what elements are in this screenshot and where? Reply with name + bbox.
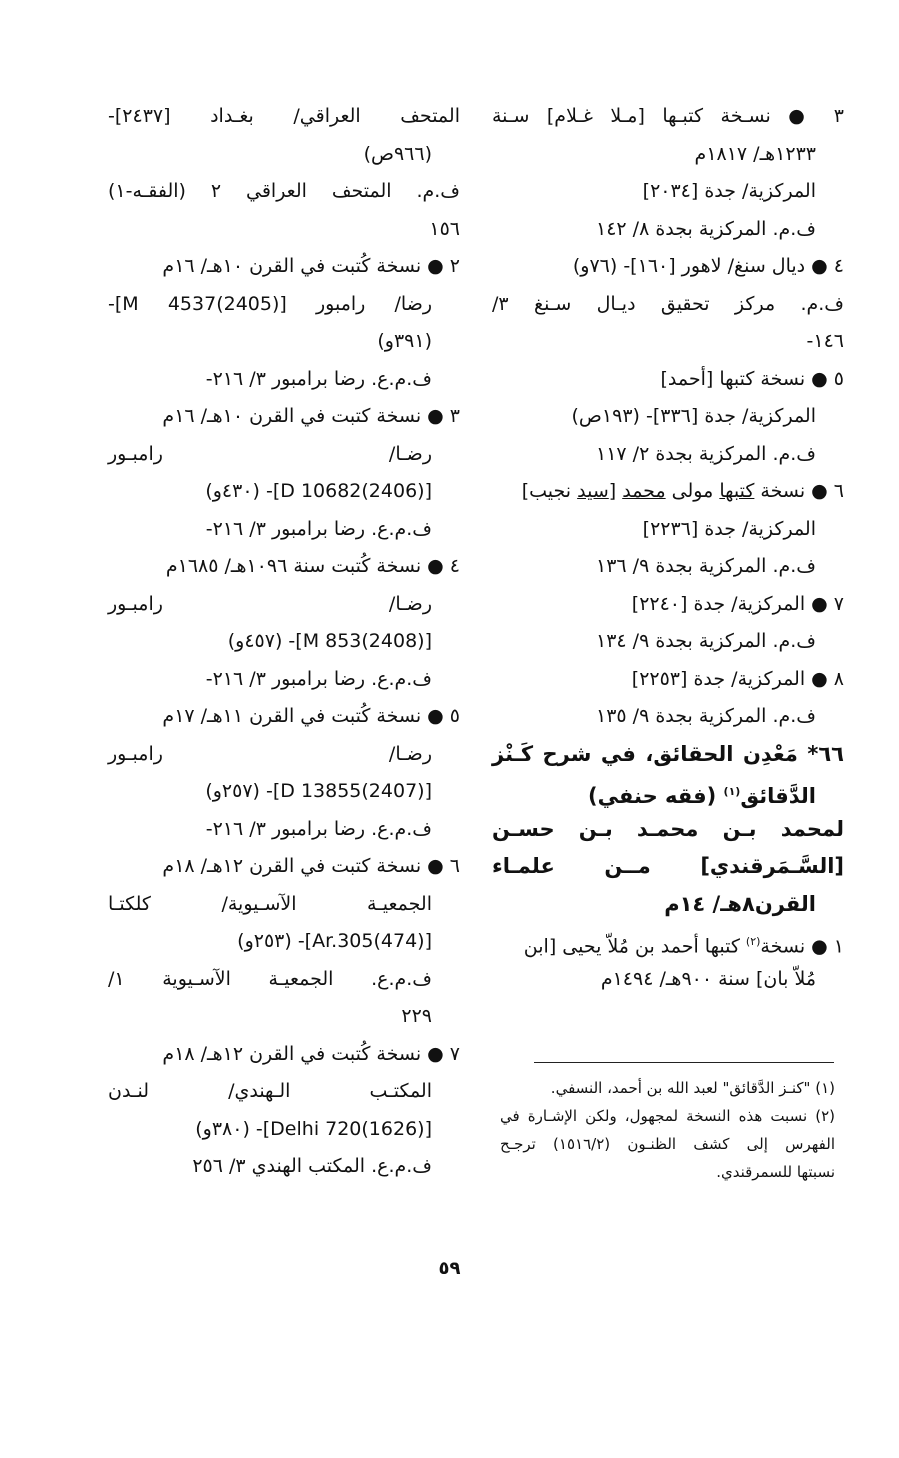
entry-reference-line: ف.م.ع. رضا برامبور ٣/ ٢١٦- <box>205 517 432 540</box>
entry-location-line: رضـا/ رامبـور <box>108 742 432 765</box>
entry-location-line: المركزية/ جدة [٢٠٣٤] <box>642 180 816 202</box>
entry-shelfmark-line: [D 10682(2406)]- (٤٣٠و) <box>205 480 432 502</box>
left-column <box>108 98 460 1186</box>
entry-date-line: مُلاّ بان] سنة ٩٠٠هـ/ ١٤٩٤م <box>600 967 816 990</box>
section-heading-continued: الدَّقائق$^{(١)}$ (فقه حنفي) <box>588 784 816 808</box>
entry-7-line: ٧ ● المركزية/ جدة [٢٢٤٠] <box>631 592 844 615</box>
entry-reference-line: ف.م. المركزية بجدة ٨/ ١٤٢ <box>596 217 816 240</box>
entry-6-line: ٦ ● نسخة كتبت في القرن ١٢هـ/ ١٨م <box>162 855 460 877</box>
entry-reference-line: ف.م.ع. رضا برامبور ٣/ ٢١٦- <box>205 367 432 390</box>
entry-reference-line: ف.م.ع. المكتب الهندي ٣/ ٢٥٦ <box>192 1155 432 1177</box>
entry-reference-line: ف.م.ع. رضا برامبور ٣/ ٢١٦- <box>205 667 432 690</box>
entry-date-line: ١٢٣٣هـ/ ١٨١٧م <box>694 142 816 165</box>
entry-3-line: ٣ ● نسخة كتبت في القرن ١٠هـ/ ١٦م <box>162 405 460 427</box>
entry-shelfmark-line: [M 853(2408)]- (٤٥٧و) <box>227 630 432 652</box>
entry-8-line: ٨ ● المركزية/ جدة [٢٢٥٣] <box>631 667 844 690</box>
footnotes <box>500 1074 835 1186</box>
entry-shelfmark-line: [Delhi 720(1626)]- (٣٨٠و) <box>195 1117 432 1140</box>
entry-reference-line: ف.م. المركزية بجدة ٢/ ١١٧ <box>596 442 816 465</box>
entry-1-line: ١ ● نسخة$^{(٢)}$ كتبها أحمد بن مُلاّ يحيى [ابن <box>523 935 844 958</box>
footnote-marker: (١) <box>723 785 741 798</box>
footnote-2-continued: نسبتها للسمرقندي. <box>716 1163 835 1181</box>
underlined-word: محمد <box>622 480 666 502</box>
right-column <box>492 98 844 998</box>
entry-reference-line: ف.م. مركز تحقيق ديـال سـنغ ٣/ <box>492 292 844 315</box>
entry-reference-continued: ١٤٦- <box>806 330 844 352</box>
footnote-marker: (٢) <box>745 935 761 948</box>
entry-3-line: ٣ ● نسـخة كتبـها [مـلا غـلام] سـنة <box>492 105 844 127</box>
footnote-2-continued: الفهرس إلى كشف الظنـون (١٥١٦/٢) ترجـح <box>500 1135 835 1153</box>
entry-location-line: المركزية/ جدة [٢٢٣٦] <box>642 517 816 540</box>
underlined-word: سيد <box>577 480 609 502</box>
footnote-1: (١) "كنـز الدَّقائق" لعبد الله بن أحمد، النسفي. <box>550 1079 835 1097</box>
entry-4-line: ٤ ● نسخة كُتبت سنة ١٠٩٦هـ/ ١٦٨٥م <box>165 555 460 577</box>
entry-reference-line: ف.م. المركزية بجدة ٩/ ١٣٤ <box>596 630 816 652</box>
entry-reference-line: ف.م.ع. رضا برامبور ٣/ ٢١٦- <box>205 817 432 840</box>
footnote-divider <box>534 1062 834 1063</box>
footnote-2: (٢) نسبت هذه النسخة لمجهول، ولكن الإشـارة في <box>500 1107 835 1125</box>
entry-reference-continued: ٢٢٩ <box>401 1005 432 1027</box>
entry-folio-line: (٩٦٦ص) <box>363 142 432 165</box>
entry-2-line: ٢ ● نسخة كُتبت في القرن ١٠هـ/ ١٦م <box>162 255 460 277</box>
entry-location-line: المتحف العراقي/ بغـداد [٢٤٣٧]- <box>108 105 460 127</box>
entry-reference-line: ف.م. المتحف العراقي ٢ (الفقـه-١) <box>108 180 460 202</box>
entry-shelfmark-line: [D 13855(2407)]- (٢٥٧و) <box>205 780 432 802</box>
page-number: ٥٩ <box>438 1258 461 1279</box>
entry-location-line: الجمعيـة الآسـيوية/ كلكتـا <box>108 892 432 915</box>
entry-location-line: رضا/ رامبور [M 4537(2405)]- <box>108 292 432 315</box>
underlined-word: كتبها <box>719 480 755 502</box>
entry-reference-continued: ١٥٦ <box>429 217 460 240</box>
entry-reference-line: ف.م. المركزية بجدة ٩/ ١٣٥ <box>596 705 816 727</box>
entry-location-line: رضـا/ رامبـور <box>108 442 432 465</box>
entry-shelfmark-line: [Ar.305(474)]- (٢٥٣و) <box>237 930 432 952</box>
author-line: [السَّـمَرقندي] مــن علمـاء <box>492 854 844 878</box>
entry-location-line: رضـا/ رامبـور <box>108 592 432 615</box>
entry-5-line: ٥ ● نسخة كتبها [أحمد] <box>660 367 844 390</box>
entry-location-line: المركزية/ جدة [٣٣٦]- (١٩٣ص) <box>571 405 816 427</box>
entry-location-line: المكتـب الـهندي/ لنـدن <box>108 1080 432 1102</box>
entry-6-line: ٦ ● نسخة كتبها مولى محمد [سيد نجيب] <box>521 480 844 502</box>
entry-4-line: ٤ ● ديال سنغ/ لاهور [١٦٠]- (٧٦و) <box>572 255 844 277</box>
entry-7-line: ٧ ● نسخة كُتبت في القرن ١٢هـ/ ١٨م <box>162 1042 460 1065</box>
author-era-line: القرن٨هـ/ ١٤م <box>664 891 816 916</box>
entry-reference-line: ف.م. المركزية بجدة ٩/ ١٣٦ <box>596 555 816 577</box>
author-line: لمحمد بـن محمـد بـن حسـن <box>492 816 844 841</box>
entry-reference-line: ف.م.ع. الجمعيـة الآسـيوية ١/ <box>108 967 432 990</box>
entry-folio-line: (٣٩١و) <box>377 330 432 352</box>
section-heading: ٦٦* مَعْدِن الحقائق، في شرح كَـنْز <box>492 741 844 766</box>
entry-5-line: ٥ ● نسخة كُتبت في القرن ١١هـ/ ١٧م <box>162 705 460 727</box>
